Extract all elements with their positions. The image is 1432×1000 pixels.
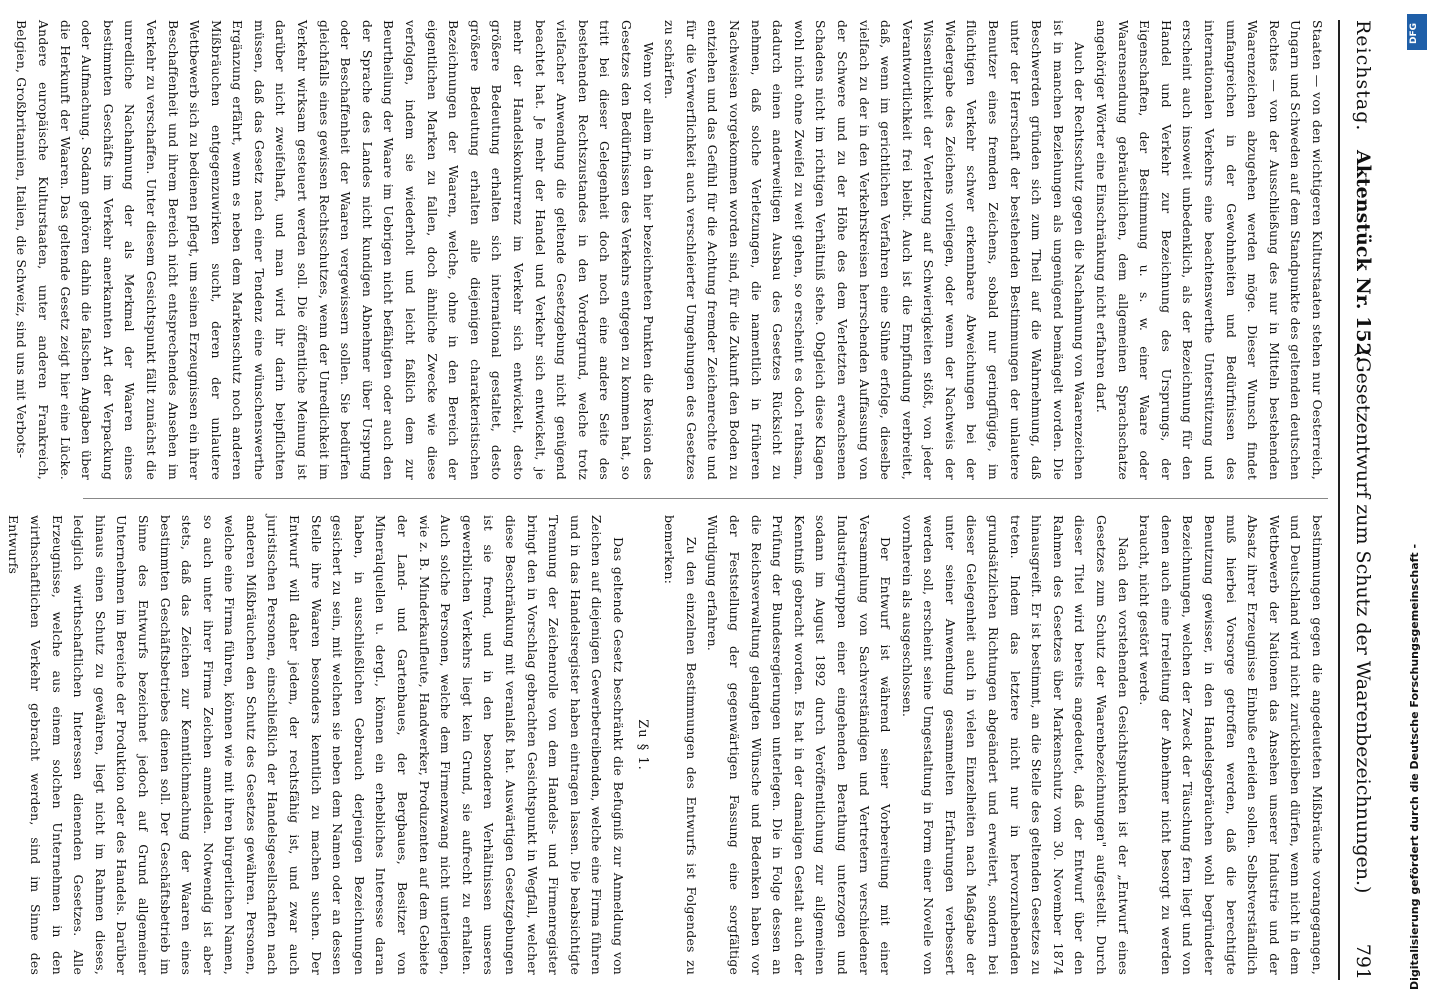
text-column-right bbox=[6, 515, 1328, 975]
paragraph: Das geltende Gesetz beschränkt die Befugniß zur Anmeldung von Zeichen auf diejenigen Gewerbetreibenden, welche eine Firma führen und in das Handelsregister haben eintragen lassen. Die beabsichtigte Trennung der Zeichenrolle von dem Handels- und Firmenregister bringt den in Vorschlag gebrachten Gesichtspunkt in Wegfall, welcher diese Beschränkung mit veranlaßt hat. Auswärtigen Gesetzgebungen ist sie fremd, und in den besonderen Verhältnissen unseres gewerblichen Verkehrs liegt kein Grund, sie aufrecht zu erhalten. Auch solche Personen, welche dem Firmenzwang nicht unterliegen, wie z. B. Minderkaufleute, Handwerker, Produzenten auf dem Gebiete der Land- und Gartenbaues, der Bergbaues, Besitzer von Mineralquellen u. dergl., können ein erhebliches Interesse daran haben, in ausschließlichen Gebrauch derjenigen Bezeichnungen gesichert zu sein, mit welchen sie neben dem Namen oder an dessen Stelle ihre Waaren besonders kenntlich zu machen suchen. Der Entwurf will daher jedem, der rechtsfähig ist, und zwar auch juristischen Personen, einschließlich der Handelsgesellschaften nach anderen Mißbräuchen den Schutz des Gesetzes gewähren. Personen, welche eine Firma führen, können wie mit ihren bürgerlichen Namen, so auch unter ihrer Firma Zeichen anmelden. Notwendig ist aber stets, daß das Zeichen zur Kenntlichmachung der Waaren eines bestimmten Geschäftsbetriebes dienen soll. Der Geschäftsbetrieb im Sinne des Entwurfs bezeichnet jedoch auf Grund allgemeiner Unternehmen im Bereiche der Produktion oder des Handels. Darüber hinaus einen Schutz zu gewähren, liegt nicht im Rahmen dieses, lediglich wirthschaftlichen Interessen dienenden Gesetzes. Alle Erzeugnisse, welche aus einem solchen Unternehmen in den wirthschaftlichen Verkehr gebracht werden, sind im Sinne des Entwurfs bbox=[6, 515, 626, 975]
paragraph: Zu den einzelnen Bestimmungen des Entwurfs ist Folgendes zu bemerken: bbox=[662, 515, 699, 975]
dfg-notice-text: Digitalisierung gefördert durch die Deutsche Forschungsgemeinschaft - bbox=[1408, 543, 1421, 990]
header-reichstag: Reichstag. bbox=[1352, 20, 1374, 132]
paragraph: bestimmungen gegen die angedeuteten Mißbräuche vorangegangen, und Deutschland wird nicht zurückbleiben dürfen, wenn nicht in dem Wettbewerb der Nationen das Ansehen unserer Industrie und der Absatz ihrer Erzeugnisse Einbuße erleiden sollen. Selbstverständlich muß hierbei Vorsorge getroffen werden, daß die berechtigte Benutzung gewisser, in den Handelsgebräuchen wohl begründeter Bezeichnungen, welchen der Zweck der Täuschung fern liegt und von denen auch eine Irreleitung der Abnehmer nicht besorgt zu werden braucht, nicht gestört werde. bbox=[1137, 515, 1325, 975]
header-title: (Gesetzentwurf zum Schutz der Waarenbezeichnungen.) bbox=[1352, 350, 1374, 894]
column-divider bbox=[83, 498, 1328, 499]
section-heading: Zu § 1. bbox=[634, 719, 650, 771]
paragraph: Auch der Rechtsschutz gegen die Nachahmung von Waarenzeichen ist in manchen Beziehungen als ungenügend bemängelt worden. Die Beschwerden gründen sich zum Theil auf die Wahrnehmung, daß unter der Herrschaft der bestehenden Bestimmungen der unlautere Benutzer eines fremden Zeichens, sobald nur geringfügige, im flüchtigen Verkehr schwer erkennbare Abweichungen bei der Wiedergabe des Zeichens vorliegen, oder wenn der Nachweis der Wissentlichkeit der Verletzung auf Schwierigkeiten stößt, von jeder Verantwortlichkeit frei bleibt. Auch ist die Empfindung verbreitet, daß, wenn im gerichtlichen Verfahren eine Sühne erfolge, dieselbe vielfach zu der in den Verkehrskreisen herrschenden Auffassung von der Schwere und zu der Höhe des dem Verletzten erwachsenen Schadens nicht im richtigen Verhältniß stehe. Obgleich diese Klagen wohl nicht ohne Zweifel zu weit gehen, so erscheint es doch rathsam, dadurch einen anderweitigen Ausbau des Gesetzes Rücksicht zu nehmen, daß solche Verletzungen, die namentlich in früheren Nachweisen vorgekommen worden sind, für die Zukunft den Boden zu entziehen und das Gefühl für die Achtung fremder Zeichenrechte und für die Verwerflichkeit auch verschleierter Umgehungen des Gesetzes zu schärfen. bbox=[662, 20, 1088, 480]
dfg-logo: DFG bbox=[1407, 14, 1427, 50]
paragraph: Nach den vorstehenden Gesichtspunkten ist der „Entwurf eines Gesetzes zum Schutz der Waarenbezeichnungen" aufgestellt. Durch dieser Titel wird bereits angedeutet, daß der Entwurf über den Rahmen des Gesetzes über Markenschutz vom 30. November 1874 hinausgreift. Er ist bestimmt, an die Stelle des geltenden Gesetzes zu treten. Indem das letztere nicht nur in hervorzuhebenden grundsätzlichen Richtungen abgeändert und erweitert, sondern bei dieser Gelegenheit auch in vielen Einzelheiten nach Maßgabe der unter seiner Anwendung gesammelten Erfahrungen verbessert werden soll, erscheint seine Umgestaltung in Form einer Novelle von vornherein als ausgeschlossen. bbox=[899, 515, 1131, 975]
scanned-page bbox=[6, 20, 1380, 980]
paragraph: Der Entwurf ist während seiner Vorbereitung mit einer Versammlung von Sachverständigen und Vertretern verschiedener Industriegruppen einer eingehenden Berathung unterzogen und sodann im August 1892 durch Veröffentlichung zur allgemeinen Kenntniß gebracht worden. Es hat in der damaligen Gestalt auch der Prüfung der Bundesregierungen unterlegen. Die in Folge dessen an die Reichsverwaltung gelangten Wünsche und Bedenken haben vor der Feststellung der gegenwärtigen Fassung eine sorgfältige Würdigung erfahren. bbox=[705, 515, 894, 975]
dfg-notice bbox=[1404, 0, 1430, 1000]
header-document-number: Aktenstück Nr. 152. bbox=[1352, 150, 1374, 363]
page-number: 791 bbox=[1352, 943, 1374, 980]
page-header bbox=[1338, 20, 1380, 980]
paragraph: Wenn vor allem in den hier bezeichneten Punkten die Revision des Gesetzes den Bedürfnissen des Verkehrs entgegen zu kommen hat, so tritt bei dieser Gelegenheit doch noch eine andere Seite des bestehenden Rechtszustandes in den Vordergrund, welche trotz vielfacher Anwendung die geltende Gesetzgebung nicht genügend beachtet hat. Je mehr der Handel und Verkehr sich entwickelt, je mehr der Handelskonkurrenz im Verkehr sich entwickelt, desto größere Bedeutung erhalten sich international gestaltet, desto größere Bedeutung erhalten alle diejenigen charakteristischen Bezeichnungen der Waaren, welche, ohne in den Bereich der eigentlichen Marken zu fallen, doch ähnliche Zwecke wie diese verfolgen, indem sie wiederholt und leicht faßlich dem zur Beurtheilung der Waare im Uebrigen nicht befähigten oder auch den der Sprache des Landes nicht kundigen Abnehmer über Ursprung oder Beschaffenheit der Waaren vergewissern sollen. Sie bedürfen gleichfalls eines gewissen Rechtsschutzes, wenn der Unredlichkeit im Verkehr wirksam gesteuert werden soll. Die öffentliche Meinung ist darüber nicht zweifelhaft, und man wird ihr darin beipflichten müssen, daß das Gesetz nach einer Tendenz eine wünschenswerthe Ergänzung erfährt, wenn es neben dem Markenschutz noch anderen Mißbräuchen entgegenzuwirken sucht, deren der unlautere Wettbewerb sich zu bedienen pflegt, um seinen Erzeugnissen ein ihrer Beschaffenheit und ihrem Bereich nicht entsprechendes Ansehen im Verkehr zu verschaffen. Unter diesem Gesichtspunkt fällt zunächst die unredliche Nachahmung der als Merkmal der Waaren eines bestimmten Geschäfts im Verkehr anerkannten Art der Verpackung oder Aufmachung. Sodann gehören dahin die falschen Angaben über die Herkunft der Waaren. Das geltende Gesetz zeigt hier eine Lücke. Andere europäische Kulturstaaten, unter anderen Frankreich, Belgien, Großbritannien, Italien, die Schweiz, sind uns mit Verbots- bbox=[14, 20, 656, 480]
text-column-left bbox=[14, 20, 1328, 480]
paragraph: Staaten — von den wichtigeren Kulturstaaten stehen nur Oesterreich, Ungarn und Schweden auf dem Standpunkte des geltenden deutschen Rechtes — von der Ausschließung des nur in Mitteln bestehenden Waarenzeichen abzugehen werden möge. Dieser Wunsch findet umfangreichen in der Gewohnheiten und Bedürfnissen des internationalen Verkehrs eine beachtenswerthe Unterstützung und erscheint auch insoweit unbedenklich, als der Bezeichnung für den Handel und Verkehr zur Bezeichnung des Ursprungs, der Eigenschaften, der Bestimmung u. s. w. einer Waare oder Waarensendung gebräuchlichen, dem allgemeinen Sprachschatze angehöriger Wörter eine Einschränkung nicht erfahren darf. bbox=[1094, 20, 1325, 480]
